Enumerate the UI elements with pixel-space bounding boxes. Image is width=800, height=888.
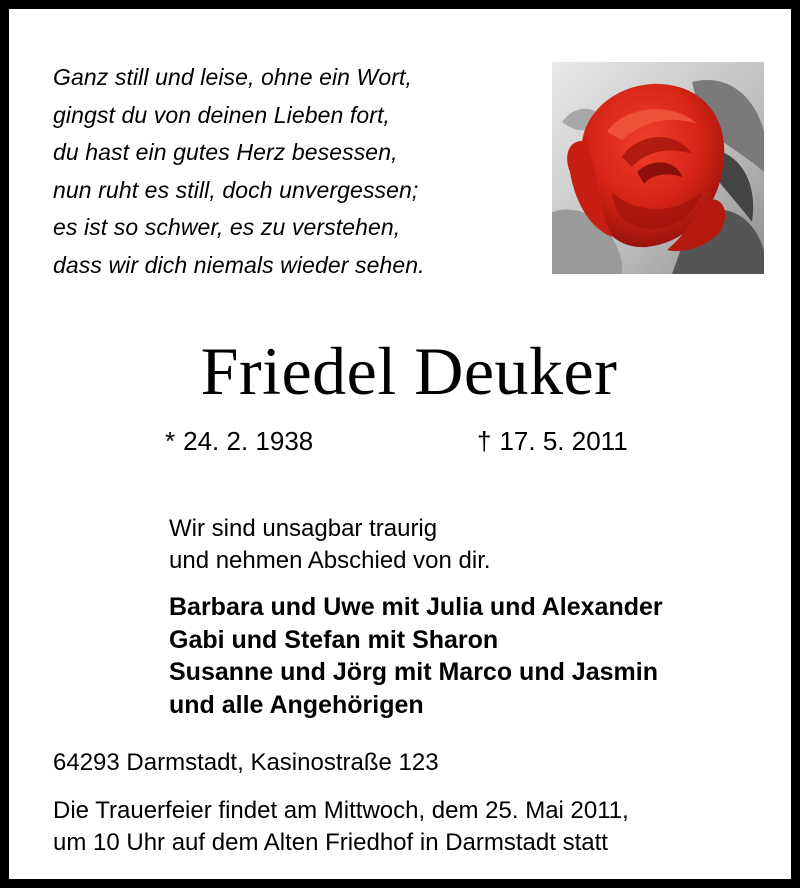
funeral-notice — [53, 795, 629, 859]
death-date — [477, 424, 628, 458]
mourning-text — [169, 513, 491, 577]
poem — [53, 59, 425, 284]
poem-line: nun ruht es still, doch unvergessen; — [53, 176, 419, 203]
address: 64293 Darmstadt, Kasinostraße 123 — [53, 749, 439, 776]
poem-line: dass wir dich niemals wieder sehen. — [53, 251, 425, 278]
birth-date — [165, 424, 313, 458]
family-list — [169, 591, 663, 721]
poem-line: Ganz still und leise, ohne ein Wort, — [53, 64, 412, 90]
funeral-line: um 10 Uhr auf dem Alten Friedhof in Darmstadt statt — [53, 829, 608, 856]
poem-line: es ist so schwer, es zu verstehen, — [53, 214, 401, 240]
funeral-line: Die Trauerfeier findet am Mittwoch, dem 25. Mai 2011, — [53, 797, 629, 824]
family-line: und alle Angehörigen — [169, 690, 424, 719]
poem-line: gingst du von deinen Lieben fort, — [53, 101, 391, 128]
mourning-line: und nehmen Abschied von dir. — [169, 547, 491, 574]
rose-photo — [552, 62, 764, 274]
deceased-name: Friedel Deuker — [200, 333, 618, 409]
rose-icon — [552, 62, 764, 274]
death-cross-symbol: † — [477, 426, 492, 456]
family-line: Barbara und Uwe mit Julia und Alexander — [169, 593, 663, 621]
birth-date-value: 24. 2. 1938 — [183, 426, 314, 456]
family-line: Susanne und Jörg mit Marco und Jasmin — [169, 658, 658, 686]
poem-line: du hast ein gutes Herz besessen, — [53, 139, 398, 165]
family-line: Gabi und Stefan mit Sharon — [169, 625, 499, 654]
mourning-line: Wir sind unsagbar traurig — [169, 515, 438, 542]
birth-symbol: * — [165, 426, 176, 456]
death-date-value: 17. 5. 2011 — [499, 426, 628, 456]
